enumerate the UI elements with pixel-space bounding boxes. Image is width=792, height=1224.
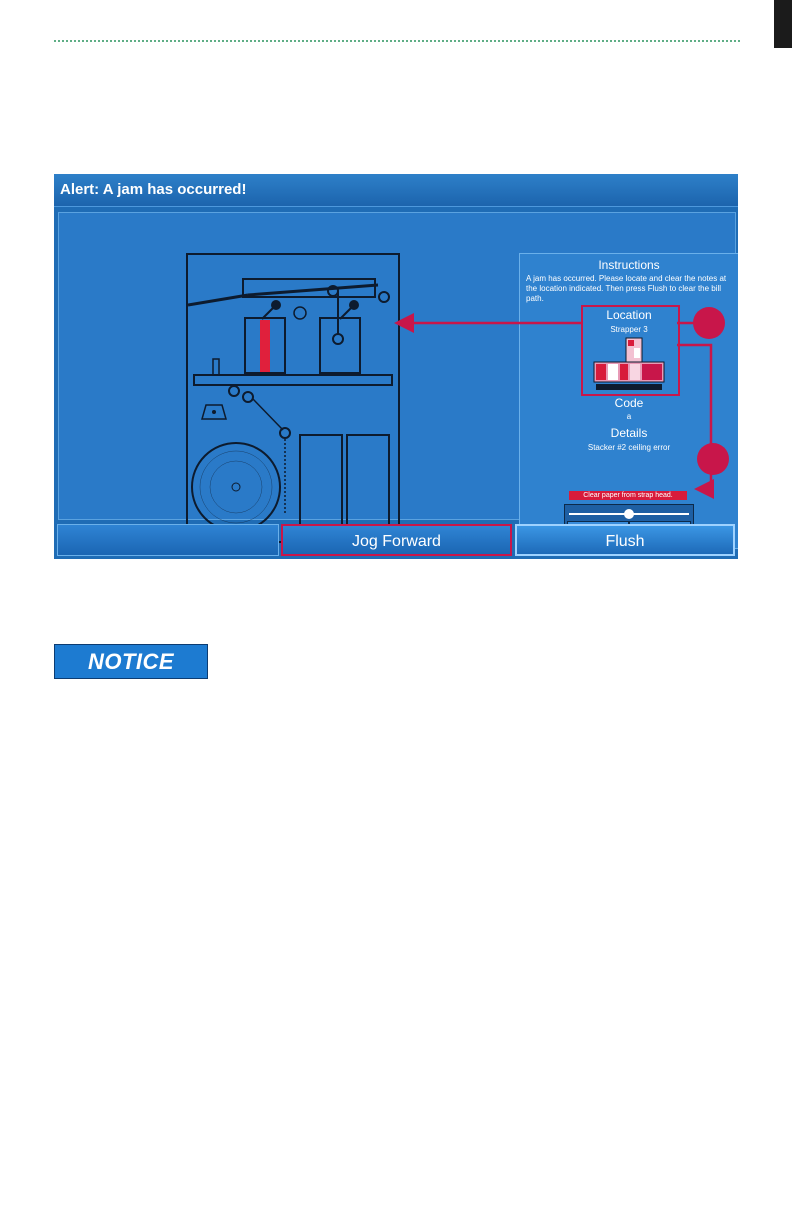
instructions-body: A jam has occurred. Please locate and clear the notes at the location indicated. Then press Flush to clear the bill path. <box>526 274 727 303</box>
header-dotted-rule <box>54 40 740 42</box>
code-label: Code <box>614 396 644 410</box>
notice-badge: NOTICE <box>54 644 208 679</box>
location-label: Location <box>606 308 652 322</box>
alert-title: Alert: A jam has occurred! <box>60 181 247 198</box>
details-label: Details <box>610 426 648 440</box>
alert-screen <box>54 174 738 559</box>
callout-marker-1 <box>693 307 725 339</box>
alert-title-bar <box>54 174 738 207</box>
machine-panel <box>58 212 736 520</box>
jog-forward-button[interactable]: Jog Forward <box>281 524 512 556</box>
page-edge-tab <box>774 0 792 48</box>
location-value: Strapper 3 <box>610 325 648 334</box>
blank-button[interactable] <box>57 524 279 556</box>
code-value: a <box>626 412 632 421</box>
flush-button[interactable]: Flush <box>515 524 735 556</box>
callout-arrows <box>59 213 735 519</box>
clear-paper-message: Clear paper from strap head. <box>569 491 687 500</box>
instructions-title: Instructions <box>598 258 660 272</box>
slider-knob[interactable] <box>624 509 634 519</box>
callout-marker-2 <box>697 443 729 475</box>
details-value: Stacker #2 ceiling error <box>587 443 671 452</box>
